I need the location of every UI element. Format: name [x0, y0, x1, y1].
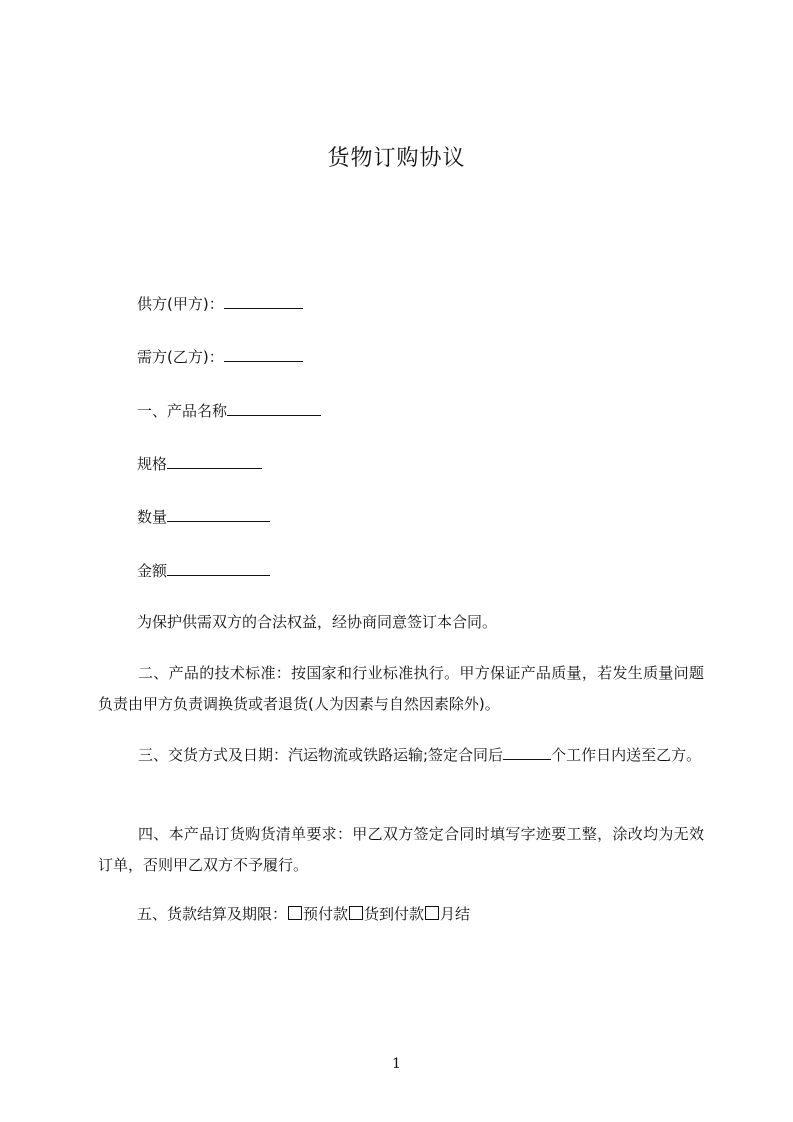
intro-line: [137, 612, 497, 632]
buyer-blank[interactable]: [224, 345, 303, 362]
clause-5-label: 五、货款结算及期限：: [137, 905, 288, 923]
document-title: 货物订购协议: [327, 146, 466, 171]
clause-3-text-before: 三、交货方式及日期：汽运物流或铁路运输;签定合同后: [138, 746, 504, 764]
spec-line: [137, 452, 262, 474]
clause-2-text: 二、产品的技术标准：按国家和行业标准执行。甲方保证产品质量，若发生质量问题负责由甲方负责调换货或者退货(人为因素与自然因素除外)。: [98, 664, 704, 713]
prepay-option-label: 预付款: [303, 905, 349, 923]
quantity-blank[interactable]: [167, 505, 270, 522]
spec-label: 规格: [137, 455, 168, 473]
clause-2: [98, 658, 704, 720]
intro-text: 为保护供需双方的合法权益，经协商同意签订本合同。: [137, 613, 498, 631]
product-name-label: 一、产品名称: [137, 402, 228, 420]
clause-3: [98, 740, 704, 771]
delivery-days-blank[interactable]: [503, 743, 551, 760]
prepay-checkbox[interactable]: [288, 906, 302, 920]
product-name-line: [137, 399, 321, 421]
cod-checkbox[interactable]: [349, 906, 363, 920]
supplier-blank[interactable]: [224, 292, 303, 309]
quantity-label: 数量: [137, 508, 168, 526]
cod-option-label: 货到付款: [364, 905, 425, 923]
buyer-label: 需方(乙方)：: [137, 348, 224, 366]
clause-4-text: 四、本产品订货购货清单要求：甲乙双方签定合同时填写字迹要工整，涂改均为无效订单，否则甲乙双方不予履行。: [98, 825, 704, 874]
amount-label: 金额: [137, 562, 168, 580]
product-name-blank[interactable]: [227, 399, 321, 416]
supplier-line: [137, 292, 303, 314]
supplier-label: 供方(甲方)：: [137, 295, 224, 313]
amount-blank[interactable]: [167, 559, 270, 576]
clause-5: [137, 904, 470, 924]
quantity-line: [137, 505, 270, 527]
amount-line: [137, 559, 270, 581]
buyer-line: [137, 345, 303, 367]
monthly-checkbox[interactable]: [425, 906, 439, 920]
monthly-option-label: 月结: [440, 905, 471, 923]
spec-blank[interactable]: [167, 452, 262, 469]
clause-4: [98, 819, 704, 881]
page-number: 1: [392, 1056, 401, 1072]
clause-3-text-after: 个工作日内送至乙方。: [551, 746, 702, 764]
